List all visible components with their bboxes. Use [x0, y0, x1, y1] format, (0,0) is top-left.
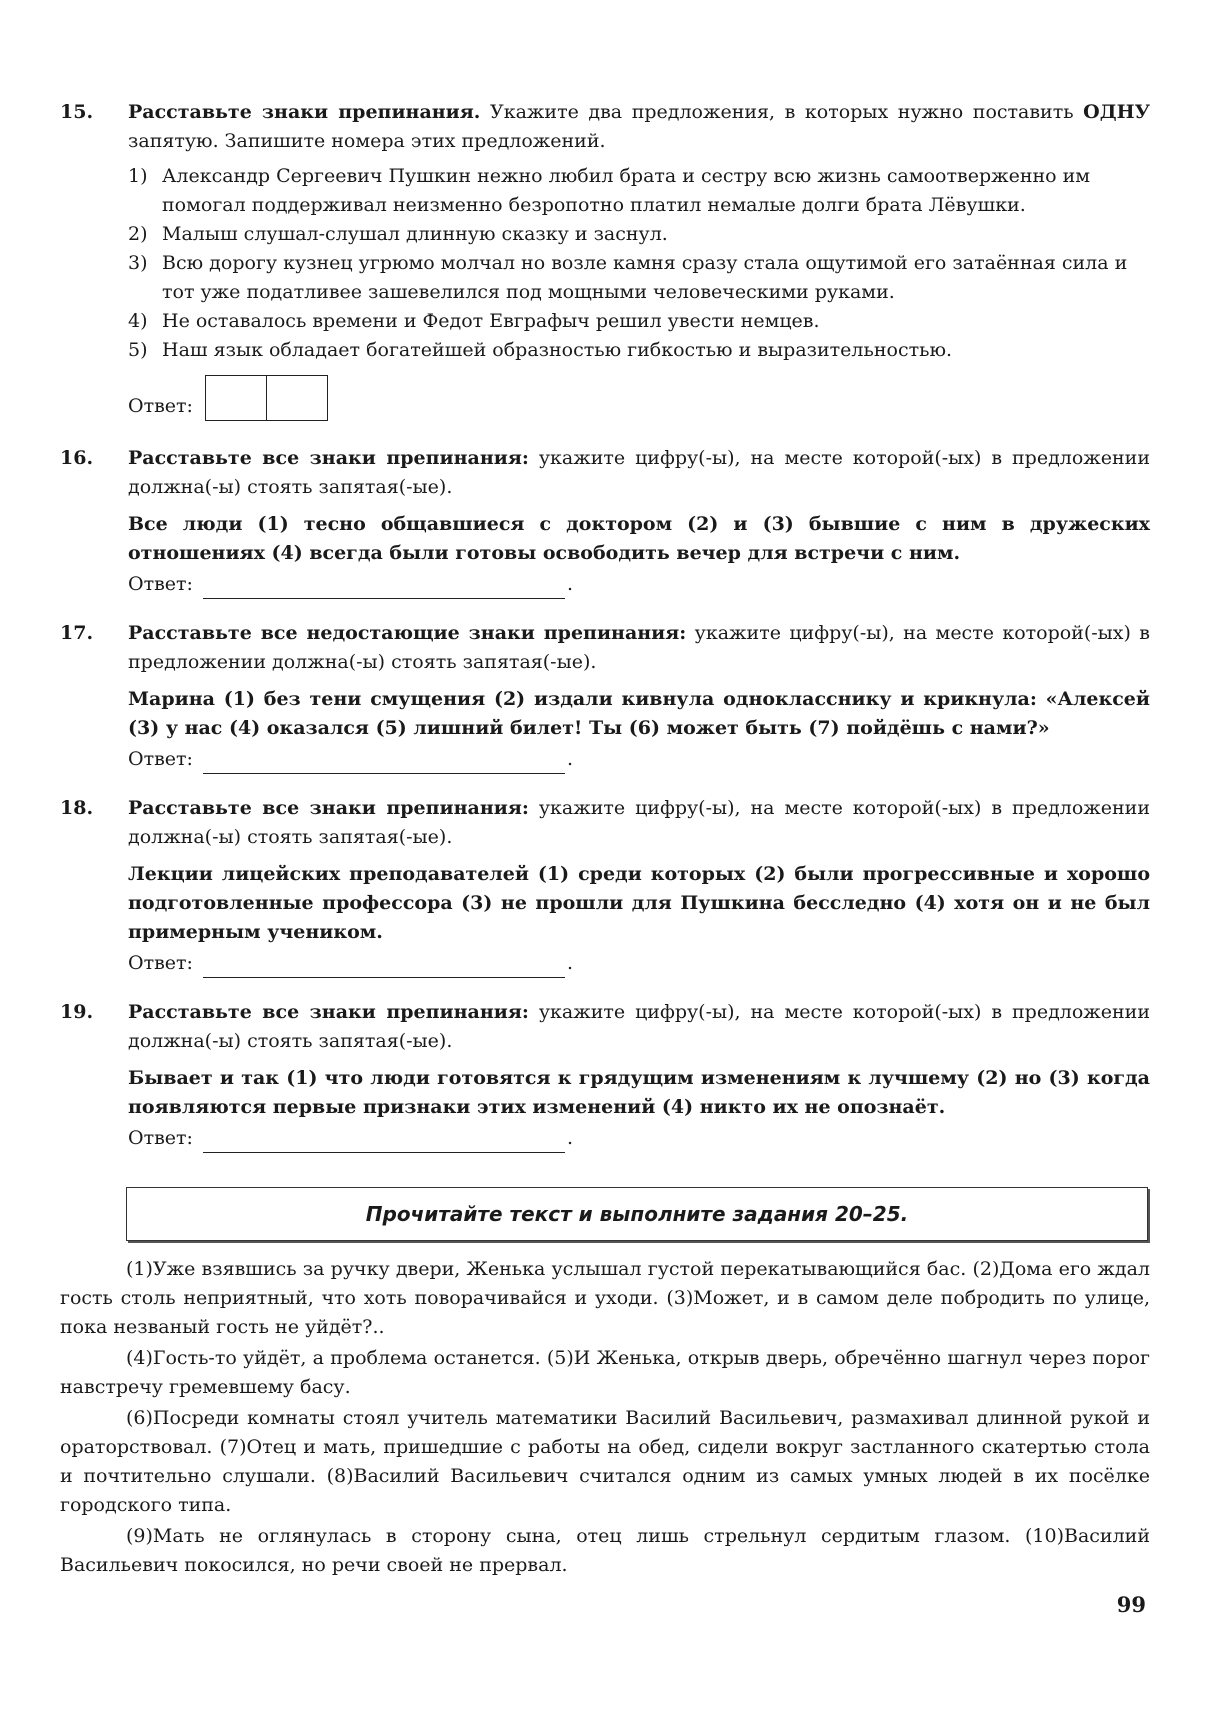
text-paragraph: (9)Мать не оглянулась в сторону сына, отец лишь стрельнул сердитым глазом. (10)Василий Васильевич покосился, но речи своей не прервал.	[60, 1525, 1150, 1576]
answer-row: Ответ: .	[128, 745, 1150, 774]
task-number: 17.	[60, 622, 94, 644]
task-instruction: Расставьте все знаки препинания: укажите цифру(-ы), на месте которой(-ых) в предложении должна(-ы) стоять запятая(-ые).	[128, 797, 1150, 848]
reading-text	[60, 1255, 1150, 1582]
task-instruction: Расставьте все знаки препинания: укажите цифру(-ы), на месте которой(-ых) в предложении должна(-ы) стоять запятая(-ые).	[128, 1001, 1150, 1052]
answer-label: Ответ:	[128, 395, 193, 417]
answer-row: Ответ: .	[128, 570, 1150, 599]
option-item: 3) Всю дорогу кузнец угрюмо молчал но возле камня сразу стала ощутимой его затаённая сила и тот уже податливее зашевелился под мощными человеческими руками.	[128, 252, 1128, 303]
task-number: 19.	[60, 1001, 94, 1023]
page-number: 99	[1116, 1592, 1146, 1617]
answer-label: Ответ:	[128, 1127, 193, 1149]
answer-line[interactable]	[203, 751, 565, 774]
answer-label: Ответ:	[128, 573, 193, 595]
option-item: 4) Не оставалось времени и Федот Евграфыч решил увести немцев.	[128, 310, 820, 332]
reading-banner: Прочитайте текст и выполните задания 20–25.	[126, 1187, 1148, 1241]
answer-boxes[interactable]	[205, 375, 328, 421]
task-instruction: Расставьте все знаки препинания: укажите цифру(-ы), на месте которой(-ых) в предложении должна(-ы) стоять запятая(-ые).	[128, 447, 1150, 498]
task-16	[60, 444, 1150, 599]
option-item: 2) Малыш слушал-слушал длинную сказку и заснул.	[128, 223, 668, 245]
option-item: 5) Наш язык обладает богатейшей образностью гибкостью и выразительностью.	[128, 339, 953, 361]
task-19	[60, 998, 1150, 1153]
answer-line[interactable]	[203, 955, 565, 978]
text-paragraph: (4)Гость-то уйдёт, а проблема останется. (5)И Женька, открыв дверь, обречённо шагнул через порог навстречу гремевшему басу.	[60, 1347, 1150, 1398]
task-sentence: Марина (1) без тени смущения (2) издали кивнула однокласснику и крикнула: «Алексей (3) у нас (4) оказался (5) лишний билет! Ты (6) может быть (7) пойдёшь с нами?»	[128, 688, 1150, 739]
answer-label: Ответ:	[128, 952, 193, 974]
task-17	[60, 619, 1150, 774]
options-list	[128, 162, 1150, 365]
task-15	[60, 98, 1150, 421]
answer-row: Ответ: .	[128, 949, 1150, 978]
answer-row: Ответ: .	[128, 1124, 1150, 1153]
answer-label: Ответ:	[128, 748, 193, 770]
answer-line[interactable]	[203, 576, 565, 599]
task-18	[60, 794, 1150, 978]
answer-box[interactable]	[266, 376, 327, 420]
answer-row	[128, 375, 1150, 421]
task-number: 16.	[60, 447, 94, 469]
task-instruction: Расставьте все недостающие знаки препинания: укажите цифру(-ы), на месте которой(-ых) в предложении должна(-ы) стоять запятая(-ые).	[128, 622, 1150, 673]
task-sentence: Бывает и так (1) что люди готовятся к грядущим изменениям к лучшему (2) но (3) когда появляются первые признаки этих изменений (4) никто их не опознаёт.	[128, 1067, 1150, 1118]
task-number: 18.	[60, 797, 94, 819]
task-number: 15.	[60, 101, 94, 123]
text-paragraph: (6)Посреди комнаты стоял учитель математики Василий Васильевич, размахивал длинной рукой и ораторствовал. (7)Отец и мать, пришедшие с работы на обед, сидели вокруг застланного скатертью стола и почтительно слушали. (8)Василий Васильевич считался одним из самых умных людей в их посёлке городского типа.	[60, 1407, 1150, 1516]
option-item: 1) Александр Сергеевич Пушкин нежно любил брата и сестру всю жизнь самоотверженно им помогал поддерживал неизменно безропотно платил немалые долги брата Лёвушки.	[128, 165, 1091, 216]
task-instruction: Расставьте знаки препинания. Укажите два предложения, в которых нужно поставить ОДНУ запятую. Запишите номера этих предложений.	[128, 101, 1150, 152]
task-sentence: Лекции лицейских преподавателей (1) среди которых (2) были прогрессивные и хорошо подготовленные профессора (3) не прошли для Пушкина бесследно (4) хотя он и не был примерным учеником.	[128, 863, 1150, 943]
answer-line[interactable]	[203, 1130, 565, 1153]
answer-box[interactable]	[206, 376, 266, 420]
text-paragraph: (1)Уже взявшись за ручку двери, Женька услышал густой перекатывающийся бас. (2)Дома его ждал гость столь неприятный, что хоть поворачивайся и уходи. (3)Может, и в самом деле побродить по улице, пока незваный гость не уйдёт?..	[60, 1258, 1150, 1338]
task-sentence: Все люди (1) тесно общавшиеся с доктором (2) и (3) бывшие с ним в дружеских отношениях (4) всегда были готовы освободить вечер для встречи с ним.	[128, 513, 1150, 564]
